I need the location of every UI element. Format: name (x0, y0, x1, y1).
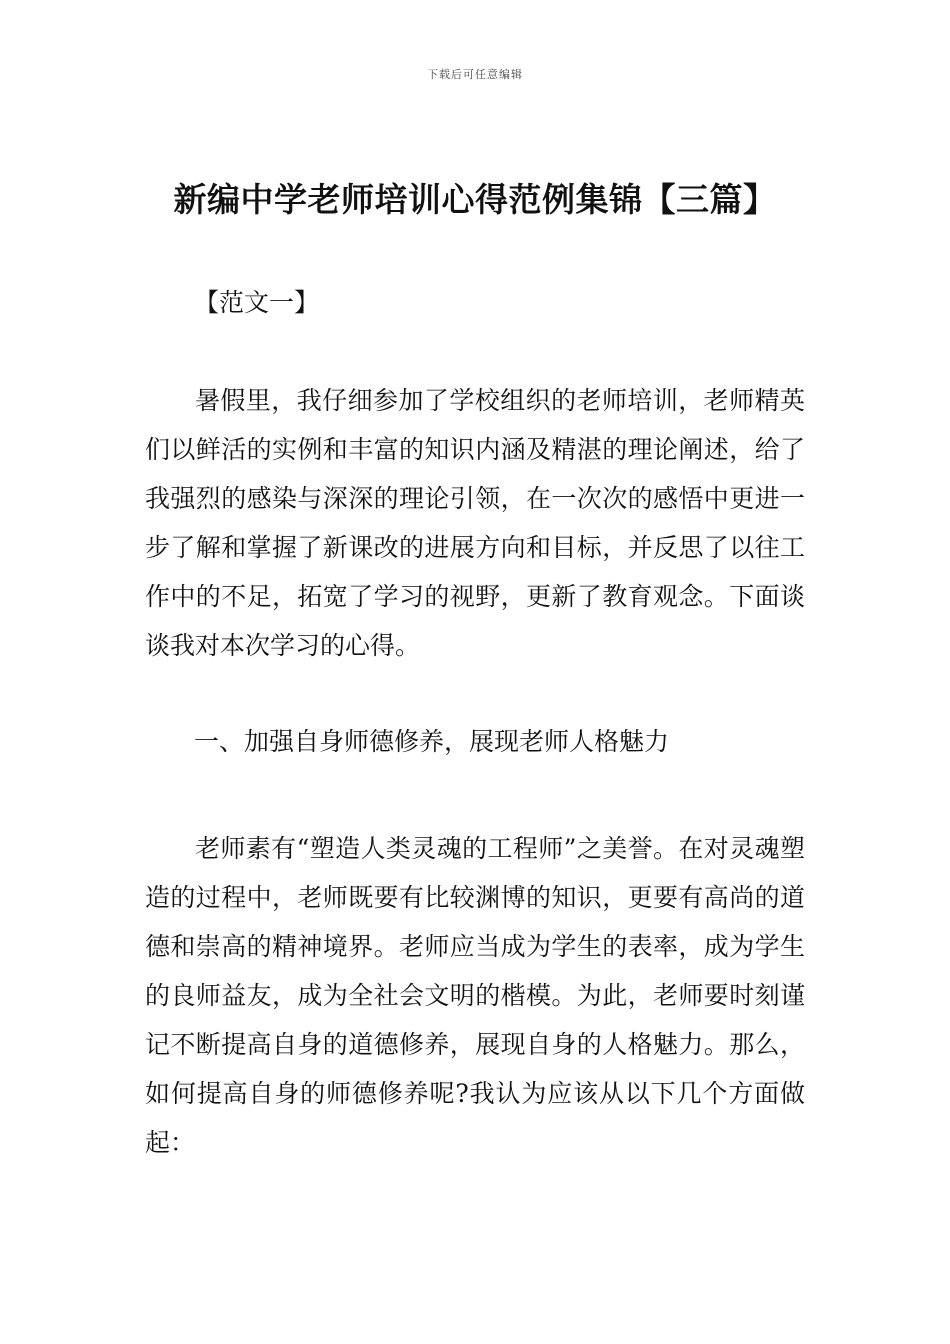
paragraph-body: 老师素有“塑造人类灵魂的工程师”之美誉。在对灵魂塑造的过程中，老师既要有比较渊博的知识，更要有高尚的道德和崇高的精神境界。老师应当成为学生的表率，成为学生的良师益友，成为全社会文明的楷模。为此，老师要时刻谨记不断提高自身的道德修养，展现自身的人格魅力。那么，如何提高自身的师德修养呢?我认为应该从以下几个方面做起： (145, 834, 805, 1157)
section-label: 【范文一】 (194, 288, 320, 317)
header-note: 下载后可任意编辑 (427, 68, 523, 81)
section-heading: 一、加强自身师德修养，展现老师人格魅力 (194, 727, 670, 756)
document-title: 新编中学老师培训心得范例集锦【三篇】 (173, 180, 777, 219)
paragraph-intro: 暑假里，我仔细参加了学校组织的老师培训，老师精英们以鲜活的实例和丰富的知识内涵及精湛的理论阐述，给了我强烈的感染与深深的理论引领，在一次次的感悟中更进一步了解和掌握了新课改的进展方向和目标，并反思了以往工作中的不足，拓宽了学习的视野，更新了教育观念。下面谈谈我对本次学习的心得。 (145, 386, 805, 660)
